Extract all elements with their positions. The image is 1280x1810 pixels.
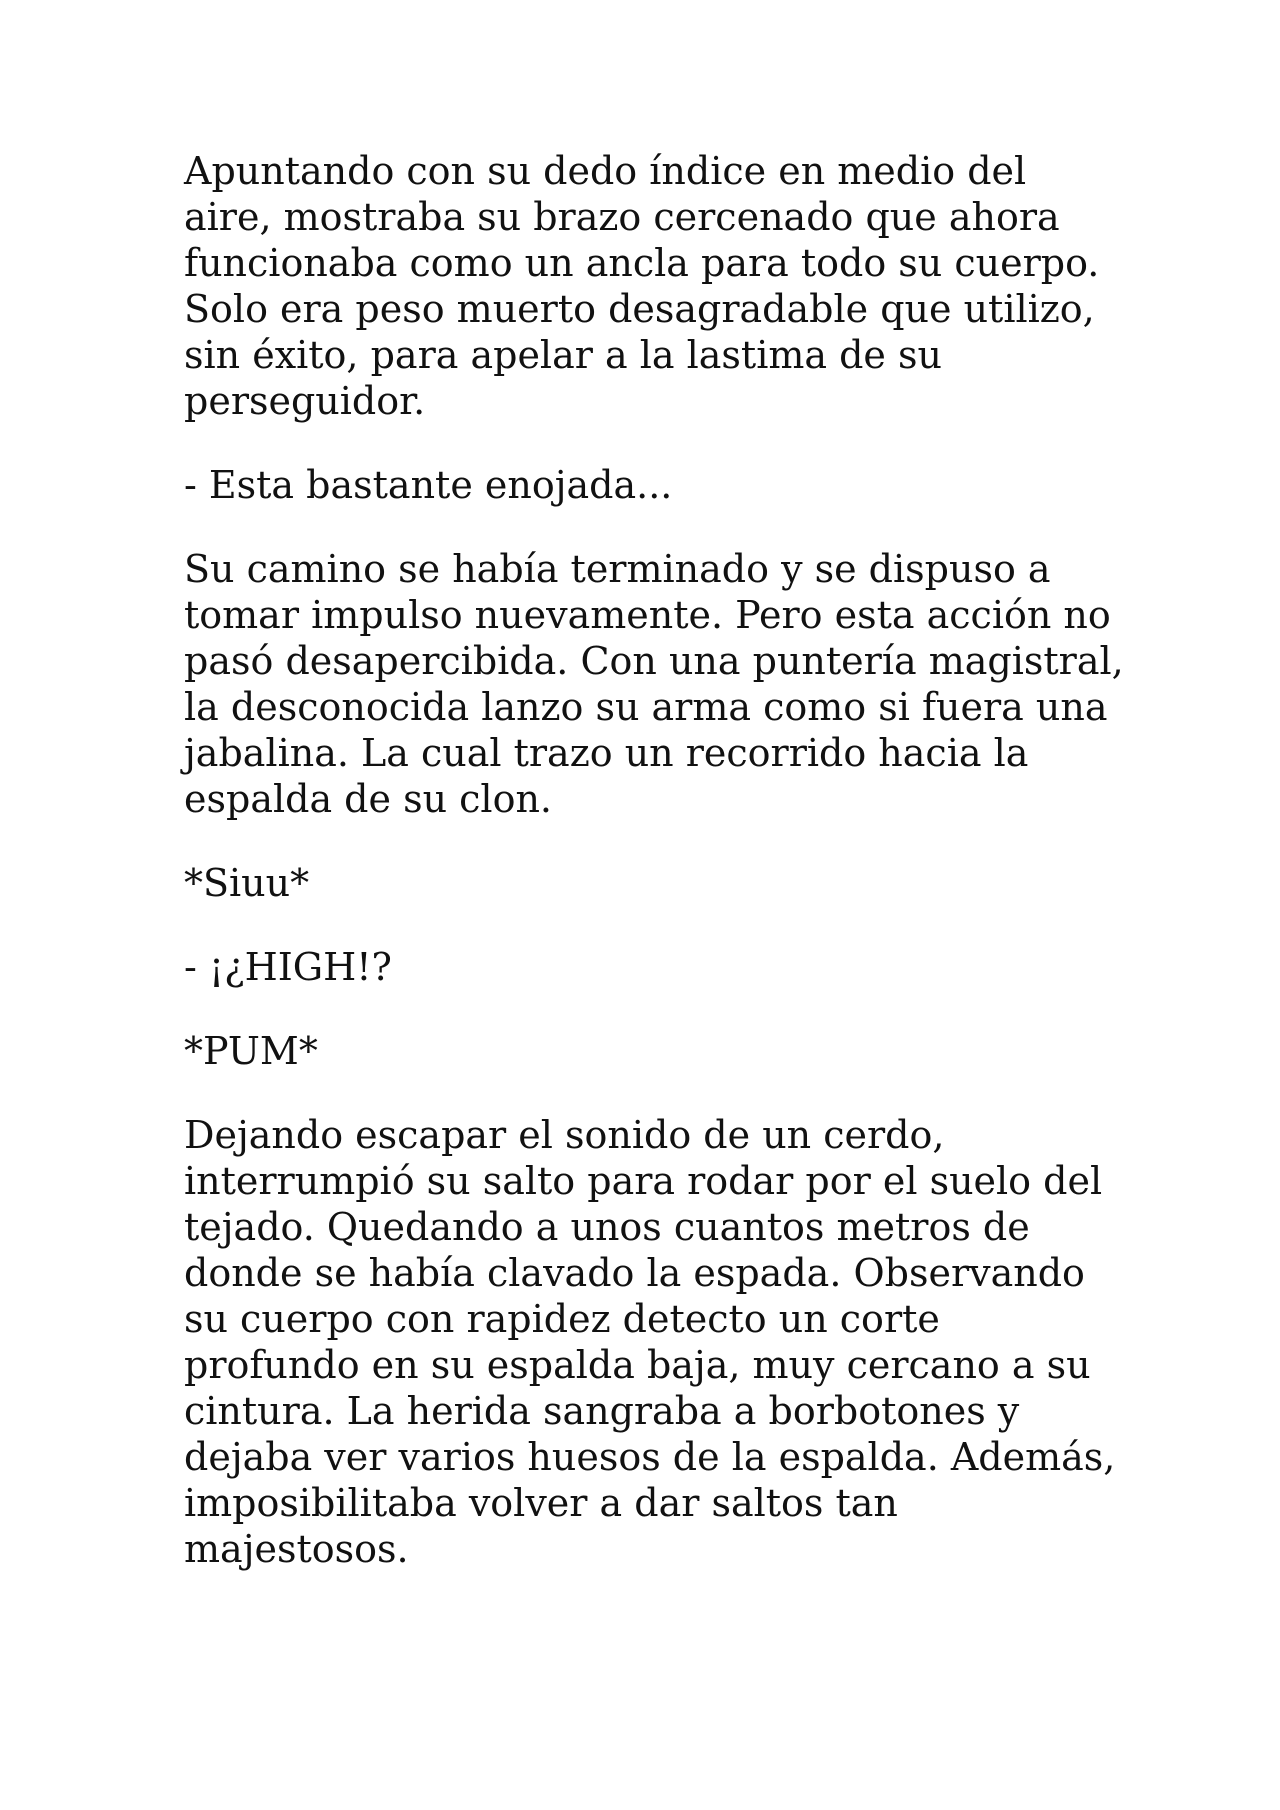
paragraph-7: Dejando escapar el sonido de un cerdo, interrumpió su salto para rodar por el suelo del tejado. Quedando a unos cuantos metros de donde se había clavado la espada. Observando su cuerpo con rapidez detecto un corte profundo en su espalda baja, muy cercano a su cintura. La herida sangraba a borbotones y dejaba ver varios huesos de la espalda. Además, imposibilitaba volver a dar saltos tan majestosos. — [184, 1113, 1116, 1571]
text-body — [184, 148, 1124, 1572]
paragraph-6: *PUM* — [184, 1029, 318, 1073]
paragraph-3: Su camino se había terminado y se dispuso a tomar impulso nuevamente. Pero esta acción no pasó desapercibida. Con una puntería magistral, la desconocida lanzo su arma como si fuera una jabalina. La cual trazo un recorrido hacia la espalda de su clon. — [184, 547, 1124, 821]
paragraph-4: *Siuu* — [184, 861, 310, 905]
paragraph-2: - Esta bastante enojada... — [184, 463, 673, 507]
paragraph-5: - ¡¿HIGH!? — [184, 945, 392, 989]
paragraph-1: Apuntando con su dedo índice en medio del aire, mostraba su brazo cercenado que ahora funcionaba como un ancla para todo su cuerpo. Solo era peso muerto desagradable que utilizo, sin éxito, para apelar a la lastima de su perseguidor. — [184, 149, 1100, 423]
